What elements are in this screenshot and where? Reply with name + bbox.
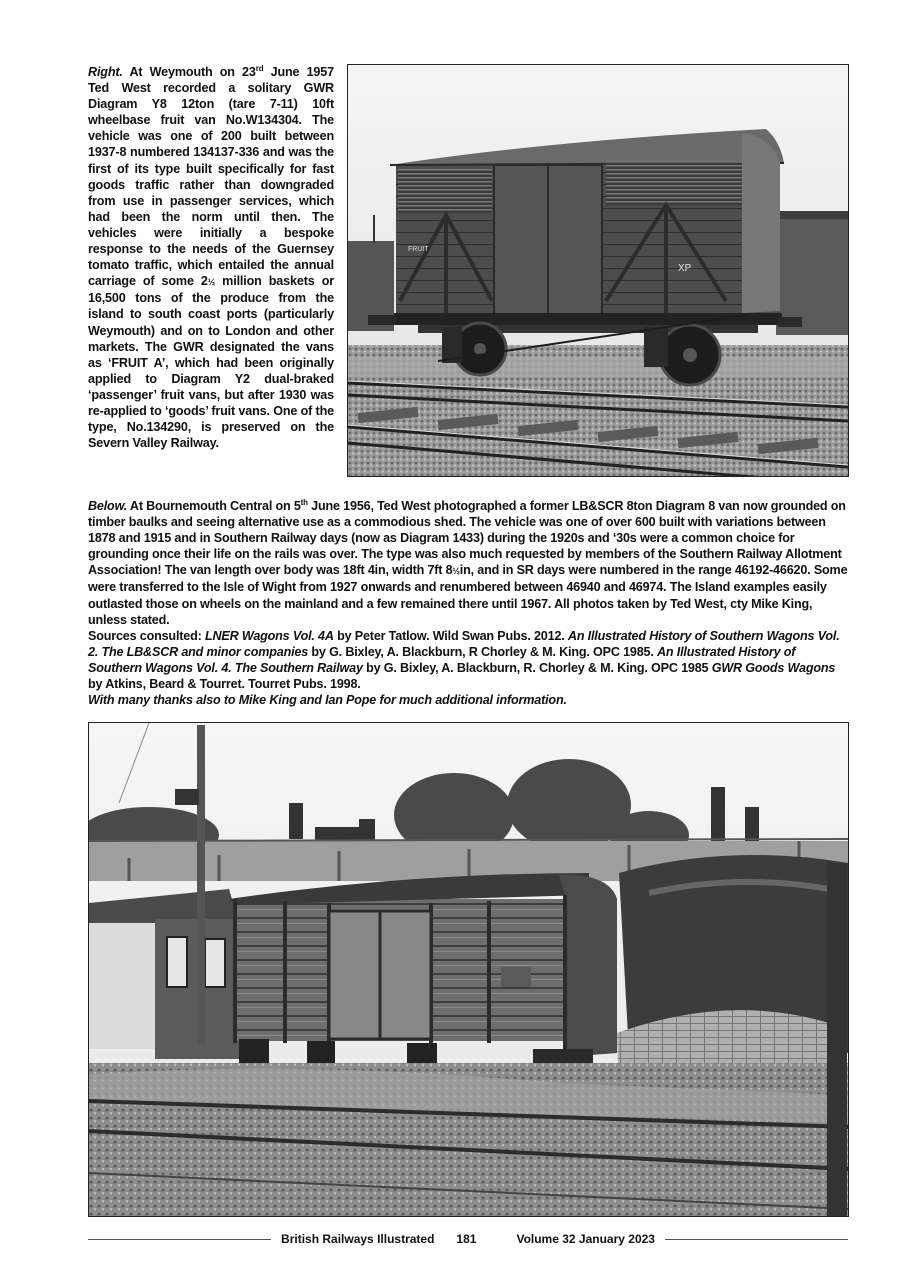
xp-stencil: XP	[678, 263, 692, 274]
caption-below-fraction: ½	[452, 566, 460, 577]
caption-below-date: At Bournemouth Central on 5	[127, 499, 301, 513]
footer-rule-left	[88, 1239, 271, 1240]
source-title-4: GWR Goods Wagons	[711, 660, 836, 675]
page-footer	[88, 1230, 848, 1248]
caption-fraction: ½	[207, 277, 216, 288]
issue-info: Volume 32 January 2023	[516, 1232, 655, 1246]
page-number: 181	[456, 1232, 477, 1246]
caption-below-text: June 1956, Ted West photographed a former LB&SCR 8ton Diagram 8 van now grounded on timber baulks and seeing alternative use as a commodious shed. The vehicle was one of over 600 built with variations between 1878 and 1915 and in Southern Railway days (now as Diagram 1433) during the 1920s and ‘30s were a common choice for grounding once their life on the rails was over. The type was also much requested by members of the Southern Railway Allotment Association! The van length over body was 18ft 4in, width 7ft 8	[88, 499, 846, 578]
source-detail-3: by G. Bixley, A. Blackburn, R. Chorley & M. King. OPC 1985	[362, 660, 712, 675]
fruit-van-photo-graphic	[348, 65, 848, 476]
caption-date: At Weymouth on 23	[122, 65, 256, 79]
sources-paragraph	[88, 628, 848, 692]
caption-date-suffix: rd	[255, 63, 264, 73]
caption-below-text-continued: in, and in SR days were numbered in the range 46192-46620. Some were transferred to the Isle of Wight from 1927 onwards and renumbered between 46940 and 46974. The Island examples easily outlasted those on wheels on the mainland and a few remained there until 1967. All photos taken by Ted West, cty Mike King, unless stated.	[88, 563, 848, 627]
grounded-van-photo-graphic	[89, 723, 848, 1216]
caption-below	[88, 498, 848, 708]
source-detail-4: by Atkins, Beard & Tourret. Tourret Pubs. 1998.	[88, 677, 361, 692]
caption-below-paragraph	[88, 498, 848, 628]
source-title-1: LNER Wagons Vol. 4A	[204, 628, 334, 643]
source-detail-1: by Peter Tatlow. Wild Swan Pubs. 2012.	[333, 628, 568, 643]
caption-below-date-suffix: th	[300, 497, 308, 507]
source-title-2: An Illustrated History of Southern Wagons Vol. 2. The LB&SCR and minor companies	[88, 628, 840, 659]
footer-rule-right	[665, 1239, 848, 1240]
caption-lead: Right.	[88, 65, 123, 79]
caption-text-continued: million baskets or 16,500 tons of the produce from the island to south coast ports (particularly Weymouth) and on to London and other markets. The GWR designated the vans as ‘FRUIT A’, which had been originally applied to Diagram Y2 dual-braked ‘passenger’ fruit vans, but after 1930 was re-applied to ‘goods’ fruit vans. One of the type, No.134290, is preserved on the Severn Valley Railway.	[88, 274, 334, 451]
source-detail-2: by G. Bixley, A. Blackburn, R Chorley & M. King. OPC 1985.	[308, 644, 658, 659]
source-title-3: An Illustrated History of Southern Wagons Vol. 4. The Southern Railway	[88, 644, 796, 675]
fruit-stencil: FRUIT	[408, 246, 429, 253]
caption-right	[88, 64, 334, 451]
sources-label: Sources consulted:	[88, 628, 205, 643]
caption-below-lead: Below.	[88, 499, 128, 513]
caption-text: June 1957 Ted West recorded a solitary GWR Diagram Y8 12ton (tare 7-11) 10ft wheelbase fruit van No.W134304. The vehicle was one of 200 built between 1937-8 numbered 134137-336 and was the first of its type built specifically for fast goods traffic rather than downgraded from use in passenger services, which had been the norm until then. The vehicles were initially a bespoke response to the needs of the Guernsey tomato traffic, which entailed the annual carriage of some 2	[88, 65, 334, 289]
thanks-paragraph: With many thanks also to Mike King and Ian Pope for much additional information.	[88, 693, 567, 708]
publication-title: British Railways Illustrated	[281, 1232, 435, 1246]
photo-grounded-lbscr-van	[88, 722, 849, 1217]
photo-gwr-fruit-van	[347, 64, 849, 477]
